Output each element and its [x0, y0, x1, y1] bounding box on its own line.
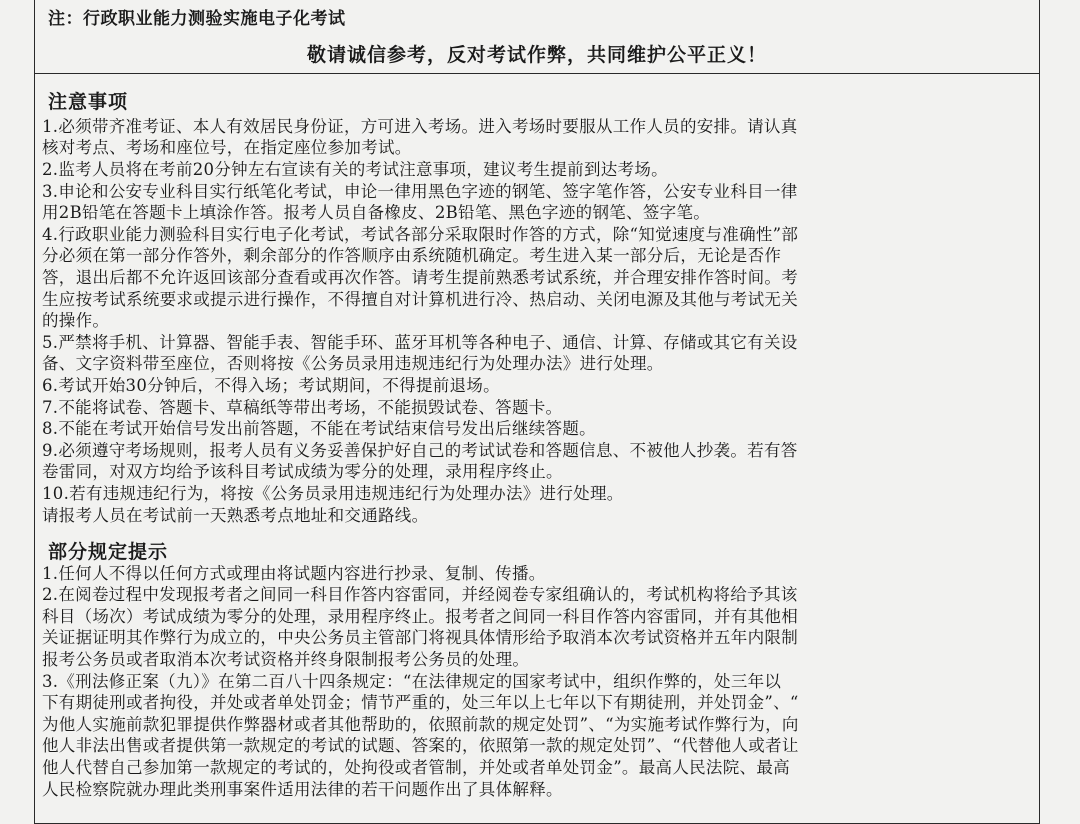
notice-line: 1.必须带齐准考证、本人有效居民身份证，方可进入考场。进入考场时要服从工作人员的安排。请认真	[42, 117, 798, 136]
header-divider	[34, 73, 1040, 74]
notice-line: 5.严禁将手机、计算器、智能手表、智能手环、蓝牙耳机等各种电子、通信、计算、存储或其它有关设	[42, 333, 798, 352]
rules-line: 科目（场次）考试成绩为零分的处理，录用程序终止。报考者之间同一科目作答内容雷同，并有其他相	[42, 607, 798, 626]
notice-line: 分必须在第一部分作答外，剩余部分的作答顺序由系统随机确定。考生进入某一部分后，无论是否作	[42, 246, 782, 265]
rules-line: 他人代替自己参加第一款规定的考试的，处拘役或者管制，并处或者单处罚金”。最高人民法院、最高	[42, 758, 790, 777]
rules-line: 2.在阅卷过程中发现报考者之间同一科目作答内容雷同，并经阅卷专家组确认的，考试机构将给予其该	[42, 585, 798, 604]
notice-section-title: 注意事项	[48, 91, 129, 113]
notice-line: 10.若有违规违纪行为，将按《公务员录用违规违纪行为处理办法》进行处理。	[42, 484, 624, 503]
rules-line: 3.《刑法修正案（九）》在第二百八十四条规定：“在法律规定的国家考试中，组织作弊的，处三年以	[42, 672, 782, 691]
rules-line: 为他人实施前款犯罪提供作弊器材或者其他帮助的，依照前款的规定处罚”、“为实施考试作弊行为，向	[42, 715, 799, 734]
notice-line: 3.申论和公安专业科目实行纸笔化考试，申论一律用黑色字迹的钢笔、签字笔作答，公安专业科目一律	[42, 182, 798, 201]
notice-line: 用2B铅笔在答题卡上填涂作答。报考人员自备橡皮、2B铅笔、黑色字迹的钢笔、签字笔。	[42, 203, 711, 222]
notice-line: 卷雷同，对双方均给予该科目考试成绩为零分的处理，录用程序终止。	[42, 462, 563, 481]
notice-line: 答，退出后都不允许返回该部分查看或再次作答。请考生提前熟悉考试系统，并合理安排作答时间。考	[42, 268, 798, 287]
rules-line: 1.任何人不得以任何方式或理由将试题内容进行抄录、复制、传播。	[42, 564, 546, 583]
notice-line: 的操作。	[42, 311, 110, 330]
notice-line: 备、文字资料带至座位，否则将按《公务员录用违规违纪行为处理办法》进行处理。	[42, 354, 664, 373]
rules-section-title: 部分规定提示	[48, 541, 169, 563]
notice-line: 4.行政职业能力测验科目实行电子化考试，考试各部分采取限时作答的方式，除“知觉速度与准确性”部	[42, 225, 799, 244]
rules-line: 他人非法出售或者提供第一款规定的考试的试题、答案的，依照第一款的规定处罚”、“代替他人或者让	[42, 736, 799, 755]
notice-line: 7.不能将试卷、答题卡、草稿纸等带出考场，不能损毁试卷、答题卡。	[42, 398, 563, 417]
integrity-slogan: 敬请诚信参考，反对考试作弊，共同维护公平正义！	[306, 44, 767, 66]
notice-line: 9.必须遵守考场规则，报考人员有义务妥善保护好自己的考试试卷和答题信息、不被他人抄袭。若有答	[42, 441, 798, 460]
notice-line: 请报考人员在考试前一天熟悉考点地址和交通路线。	[42, 506, 429, 525]
rules-line: 人民检察院就办理此类刑事案件适用法律的若干问题作出了具体解释。	[42, 780, 563, 799]
notice-line: 生应按考试系统要求或提示进行操作，不得擅自对计算机进行冷、热启动、关闭电源及其他与考试无关	[42, 290, 798, 309]
exam-format-note: 注：行政职业能力测验实施电子化考试	[48, 9, 346, 29]
notice-line: 6.考试开始30分钟后，不得入场；考试期间，不得提前退场。	[42, 376, 500, 395]
notice-line: 2.监考人员将在考前20分钟左右宣读有关的考试注意事项，建议考生提前到达考场。	[42, 160, 668, 179]
notice-line: 8.不能在考试开始信号发出前答题，不能在考试结束信号发出后继续答题。	[42, 419, 596, 438]
rules-line: 报考公务员或者取消本次考试资格并终身限制报考公务员的处理。	[42, 650, 530, 669]
notice-line: 核对考点、考场和座位号，在指定座位参加考试。	[42, 138, 412, 157]
rules-line: 下有期徒刑或者拘役，并处或者单处罚金；情节严重的，处三年以上七年以下有期徒刑，并处罚金”、“	[42, 693, 799, 712]
rules-line: 关证据证明其作弊行为成立的，中央公务员主管部门将视具体情形给予取消本次考试资格并五年内限制	[42, 628, 798, 647]
